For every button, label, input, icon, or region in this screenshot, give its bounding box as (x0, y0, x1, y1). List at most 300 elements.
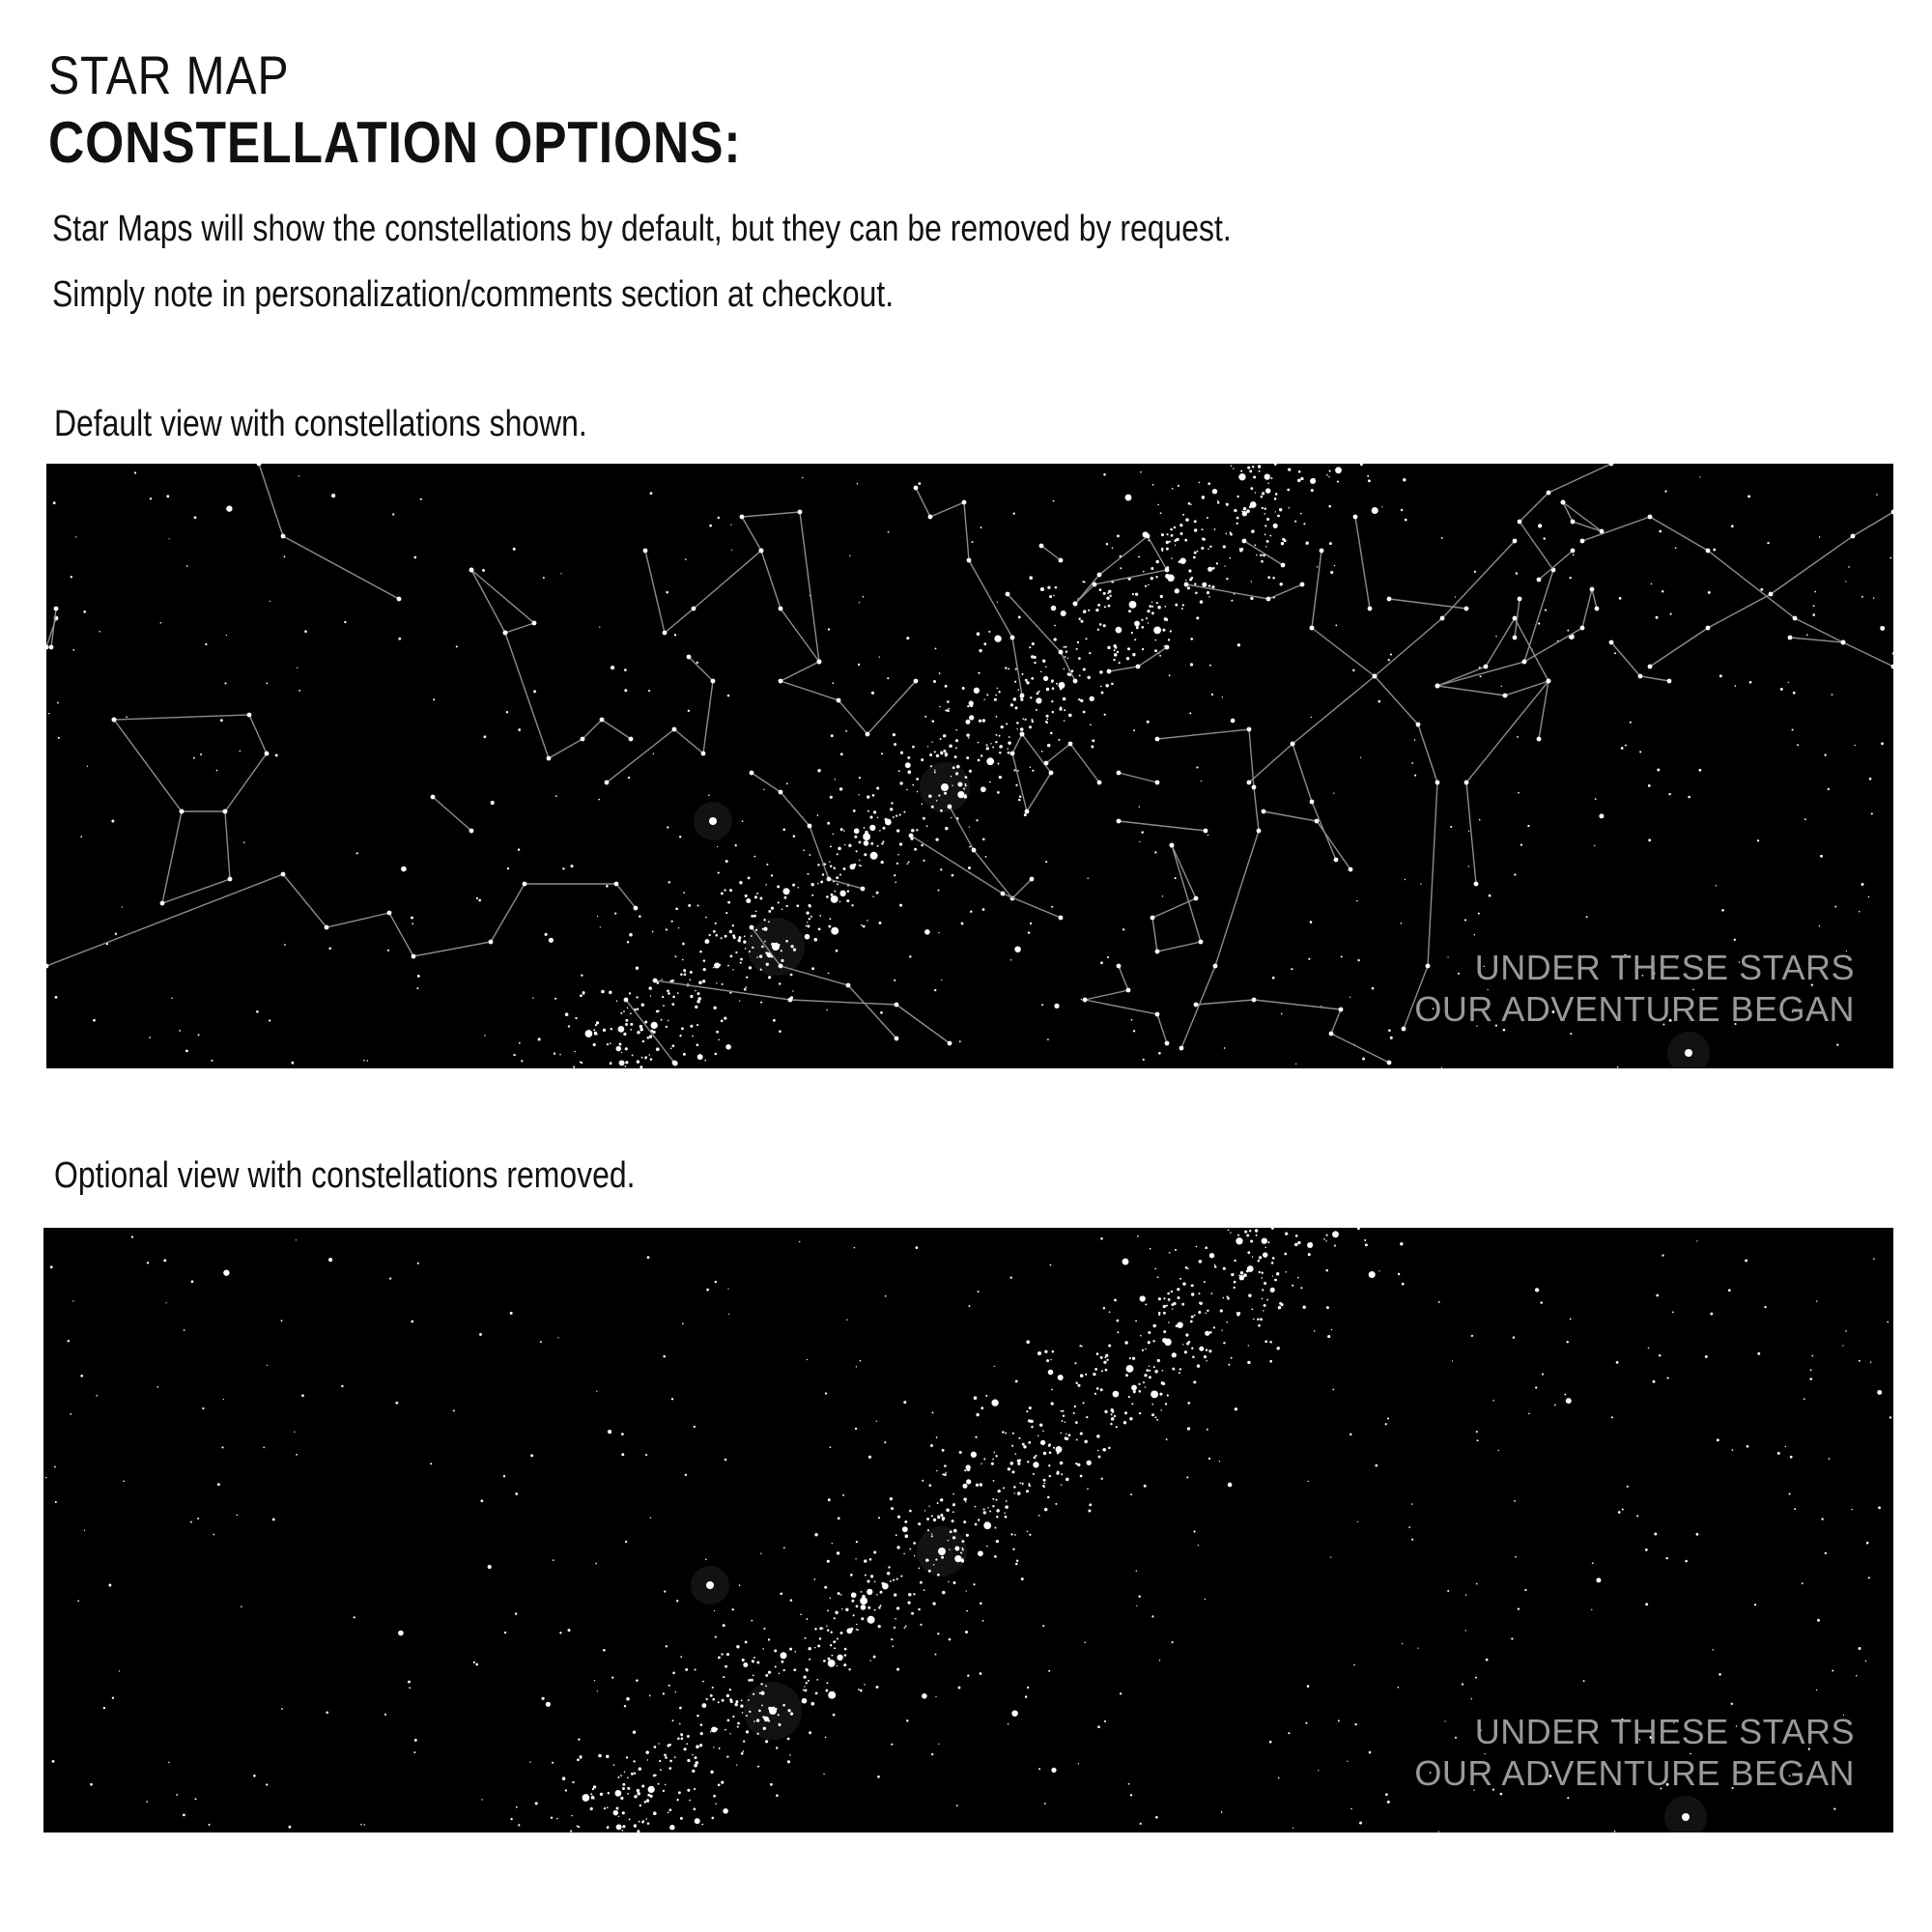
star (1146, 617, 1148, 619)
star (905, 1626, 907, 1628)
star (620, 1775, 622, 1776)
star (1341, 955, 1343, 957)
star (398, 1631, 404, 1636)
star (1405, 519, 1407, 522)
star (905, 1534, 909, 1538)
star (1186, 1342, 1189, 1345)
star (1834, 906, 1836, 908)
bright-star (709, 817, 717, 825)
star (705, 1558, 707, 1560)
star (1381, 506, 1382, 507)
star (863, 833, 870, 840)
star (906, 789, 908, 791)
star (1046, 722, 1048, 724)
star (858, 794, 859, 795)
star (1142, 648, 1144, 650)
star (828, 628, 830, 630)
star (411, 917, 413, 920)
star (918, 1522, 921, 1525)
star (942, 1591, 945, 1594)
star (690, 1025, 693, 1028)
star (1390, 1037, 1393, 1039)
star (108, 1584, 111, 1587)
star (713, 1795, 716, 1798)
star (1179, 1368, 1181, 1370)
star (1820, 855, 1823, 858)
star (828, 1498, 831, 1501)
star (519, 1042, 521, 1044)
star (1047, 1038, 1049, 1040)
star (996, 1509, 1000, 1513)
star (1279, 508, 1282, 511)
star (846, 1628, 852, 1634)
star (1167, 1293, 1170, 1295)
star (713, 1007, 716, 1009)
star (1303, 1306, 1306, 1309)
star (851, 904, 853, 906)
star (666, 928, 668, 930)
star (1064, 709, 1065, 711)
star (1401, 923, 1403, 924)
star (1012, 1548, 1014, 1550)
star (931, 1535, 933, 1537)
star (1171, 557, 1173, 559)
constellation-star (1030, 877, 1035, 882)
constellation-line (259, 464, 399, 599)
star (1010, 1533, 1012, 1535)
star (1207, 1310, 1208, 1312)
star (751, 1620, 753, 1622)
star (955, 747, 957, 749)
star (650, 1058, 653, 1061)
star (577, 1825, 579, 1827)
star (1272, 577, 1275, 580)
star (876, 892, 879, 895)
star (1149, 605, 1151, 608)
star (949, 1548, 950, 1549)
star (844, 1648, 847, 1651)
star (1020, 727, 1024, 731)
star (938, 890, 940, 892)
star (1143, 1059, 1145, 1061)
star (986, 747, 989, 750)
star (593, 1043, 596, 1046)
star (1008, 1467, 1010, 1470)
star (613, 1764, 615, 1766)
constellation-star (1706, 626, 1711, 631)
star (1187, 1427, 1190, 1430)
star (1051, 1402, 1054, 1405)
star (894, 743, 896, 746)
star (625, 1023, 628, 1026)
star (622, 1783, 625, 1786)
star (1275, 493, 1278, 496)
star (1856, 1675, 1857, 1676)
star (545, 933, 548, 936)
star (895, 1618, 896, 1620)
constellation-star (605, 781, 610, 785)
star (727, 1288, 728, 1289)
star (1087, 878, 1089, 880)
star (992, 747, 994, 749)
star (765, 952, 767, 953)
star (782, 828, 785, 831)
star (842, 1494, 844, 1496)
star (713, 930, 716, 933)
star (1479, 819, 1481, 821)
star (825, 1690, 828, 1692)
star (150, 497, 152, 499)
constellation-star (928, 515, 933, 520)
star (766, 963, 769, 966)
star (985, 856, 987, 858)
star (685, 1668, 688, 1671)
star (811, 895, 813, 896)
star (952, 1511, 954, 1513)
star (873, 1550, 876, 1553)
star (1169, 674, 1171, 676)
star (1616, 1361, 1619, 1364)
star (830, 865, 832, 867)
star (963, 1520, 966, 1523)
star (1214, 1265, 1217, 1268)
star (1191, 1293, 1194, 1295)
star (639, 1028, 643, 1032)
star (1178, 485, 1179, 487)
star (1037, 693, 1039, 696)
star (982, 908, 985, 911)
star (1325, 1269, 1328, 1272)
star (1171, 534, 1174, 537)
star (1175, 604, 1178, 607)
star (593, 1029, 595, 1031)
constellation-star (431, 795, 436, 800)
star (1247, 1251, 1250, 1254)
star (409, 1687, 411, 1689)
star (554, 998, 556, 1000)
star (1052, 687, 1055, 690)
star (780, 1592, 782, 1595)
star (1335, 625, 1337, 627)
star (738, 936, 741, 939)
star (1262, 492, 1264, 495)
star (1387, 1801, 1390, 1804)
star (1625, 745, 1627, 747)
star (1017, 1460, 1020, 1463)
star (1136, 626, 1139, 629)
constellation-star (1199, 940, 1204, 945)
star (913, 1593, 915, 1595)
star (1075, 1463, 1077, 1464)
star (904, 1628, 906, 1630)
star (1187, 1267, 1189, 1269)
star (1271, 1228, 1274, 1230)
star (1097, 1450, 1099, 1452)
star (1447, 1590, 1449, 1592)
star (937, 1502, 939, 1504)
star (1237, 643, 1240, 646)
star (642, 1040, 645, 1043)
star (757, 1733, 759, 1735)
star (1078, 1763, 1079, 1764)
star (790, 974, 793, 977)
star (952, 1493, 954, 1495)
star (995, 741, 997, 743)
star (580, 994, 582, 997)
star (1476, 1431, 1478, 1433)
star (1223, 545, 1226, 548)
constellation-star (1252, 998, 1257, 1003)
star (988, 631, 990, 633)
star (675, 1691, 676, 1692)
star (696, 1000, 700, 1004)
constellation-star (1590, 587, 1595, 592)
star (1213, 1326, 1215, 1328)
star (1333, 792, 1334, 793)
star (518, 848, 520, 850)
star (1716, 885, 1717, 886)
star (692, 1754, 694, 1756)
star (1097, 604, 1100, 607)
star (1040, 587, 1044, 591)
star (848, 844, 851, 847)
star (1065, 646, 1066, 648)
constellation-star (948, 805, 952, 810)
star (580, 1061, 582, 1063)
star (704, 939, 709, 944)
star (650, 995, 651, 996)
constellation-star (1179, 1046, 1184, 1051)
star (637, 1830, 639, 1833)
star (1010, 1462, 1014, 1465)
star (876, 1594, 878, 1596)
star (864, 1559, 867, 1562)
star (1048, 1443, 1051, 1446)
constellation-star (1474, 882, 1479, 887)
star (1008, 1723, 1009, 1725)
star (1010, 703, 1013, 706)
star (833, 682, 835, 684)
star (1051, 906, 1053, 908)
star (1101, 1478, 1103, 1480)
star (665, 1756, 668, 1759)
star (879, 922, 882, 924)
star (1031, 1426, 1033, 1428)
star (1264, 513, 1265, 515)
constellation-line (1466, 681, 1548, 884)
star (1059, 682, 1065, 689)
star (955, 739, 958, 742)
star (1092, 739, 1094, 742)
star (408, 1681, 411, 1684)
star (899, 781, 902, 784)
star (622, 1830, 624, 1832)
constellation-star (489, 940, 494, 945)
star (1668, 793, 1670, 795)
star (679, 1723, 681, 1725)
star (272, 1518, 275, 1520)
star (940, 868, 942, 870)
star (1735, 685, 1737, 687)
star (1139, 841, 1140, 842)
star (1054, 625, 1056, 627)
star (1328, 476, 1329, 477)
star (944, 792, 947, 795)
star (1094, 1368, 1097, 1371)
star (856, 1366, 857, 1367)
star (414, 1739, 417, 1742)
star (554, 1053, 555, 1055)
description-line-2: Simply note in personalization/comments section at checkout. (52, 274, 895, 315)
star (951, 776, 952, 778)
star (1264, 507, 1265, 509)
star (1048, 1670, 1050, 1672)
star (1367, 475, 1369, 477)
constellation-star (1851, 534, 1856, 539)
star (952, 1503, 955, 1506)
star (568, 1629, 571, 1632)
star (1462, 1683, 1463, 1685)
star (1098, 1456, 1101, 1459)
star (1170, 630, 1172, 632)
star (1162, 1338, 1167, 1343)
star (1390, 653, 1392, 655)
star (839, 873, 841, 875)
star (1334, 565, 1335, 566)
star (837, 853, 838, 855)
star (655, 1775, 657, 1776)
star (752, 947, 753, 949)
constellation-star (1155, 737, 1160, 742)
star (1051, 606, 1057, 611)
star (1055, 586, 1058, 589)
star (721, 1781, 724, 1784)
star (827, 822, 830, 825)
star (806, 1682, 808, 1684)
star (1031, 655, 1034, 658)
star (1053, 1447, 1055, 1449)
star (1208, 596, 1209, 597)
star (1184, 1350, 1187, 1353)
star (834, 1617, 836, 1619)
constellation-star (1155, 950, 1160, 954)
star (837, 883, 838, 885)
star (1076, 1438, 1078, 1440)
star (1441, 1066, 1442, 1067)
star (721, 1653, 723, 1655)
star (1141, 619, 1143, 621)
constellation-star (750, 771, 754, 776)
star (1330, 1556, 1331, 1557)
star (624, 1705, 626, 1707)
star (912, 746, 915, 749)
star (506, 711, 508, 713)
star (728, 1314, 729, 1315)
star (1876, 494, 1878, 496)
star (1217, 501, 1220, 504)
star (1331, 1329, 1332, 1330)
star (1117, 534, 1120, 537)
constellation-star (1044, 761, 1049, 766)
star (814, 1533, 817, 1536)
star (1181, 608, 1183, 610)
constellation-star (547, 756, 552, 761)
star (867, 810, 869, 812)
star (1084, 1642, 1086, 1644)
star (1114, 1415, 1116, 1417)
star (1205, 1331, 1209, 1336)
star (1570, 1319, 1572, 1321)
star (1039, 1423, 1042, 1426)
star (1452, 1360, 1453, 1361)
star (1036, 697, 1041, 703)
star (1027, 1461, 1029, 1463)
star (1248, 1293, 1252, 1297)
star (1162, 629, 1165, 632)
star (1234, 509, 1236, 512)
star (1100, 686, 1102, 688)
star (1278, 1306, 1282, 1310)
star (982, 838, 985, 841)
star (1117, 1331, 1119, 1333)
star (1138, 1390, 1141, 1393)
star (398, 638, 401, 640)
star (1152, 1340, 1154, 1342)
star (996, 716, 998, 718)
star (1209, 1331, 1212, 1334)
star (909, 955, 911, 957)
star (976, 1413, 979, 1416)
star (965, 784, 967, 786)
star (849, 864, 855, 869)
star (934, 989, 936, 991)
star (1274, 497, 1277, 500)
star (781, 959, 783, 962)
star (1096, 1387, 1099, 1390)
star (1015, 1563, 1018, 1566)
star (831, 894, 834, 896)
star (697, 1054, 703, 1060)
star (1527, 825, 1529, 827)
star (694, 1807, 696, 1810)
star (974, 688, 980, 694)
star (1026, 1340, 1030, 1344)
star (846, 1320, 847, 1321)
star (1126, 1365, 1134, 1373)
star (991, 1463, 994, 1465)
star (1223, 1267, 1226, 1270)
star (729, 889, 732, 892)
star (818, 928, 821, 931)
star (711, 1817, 714, 1820)
star (672, 1044, 675, 1047)
star (712, 1727, 717, 1732)
star (529, 1761, 530, 1762)
constellation-star (1595, 607, 1600, 611)
star (1198, 1311, 1201, 1314)
star (1335, 467, 1342, 473)
star (856, 850, 858, 852)
star (916, 1246, 919, 1249)
star (1118, 631, 1120, 633)
star (881, 842, 883, 844)
star (1260, 1318, 1263, 1321)
star (1160, 595, 1163, 598)
constellation-star (914, 679, 919, 684)
star (994, 636, 1001, 642)
star (1131, 1403, 1133, 1405)
star (1865, 1661, 1867, 1662)
